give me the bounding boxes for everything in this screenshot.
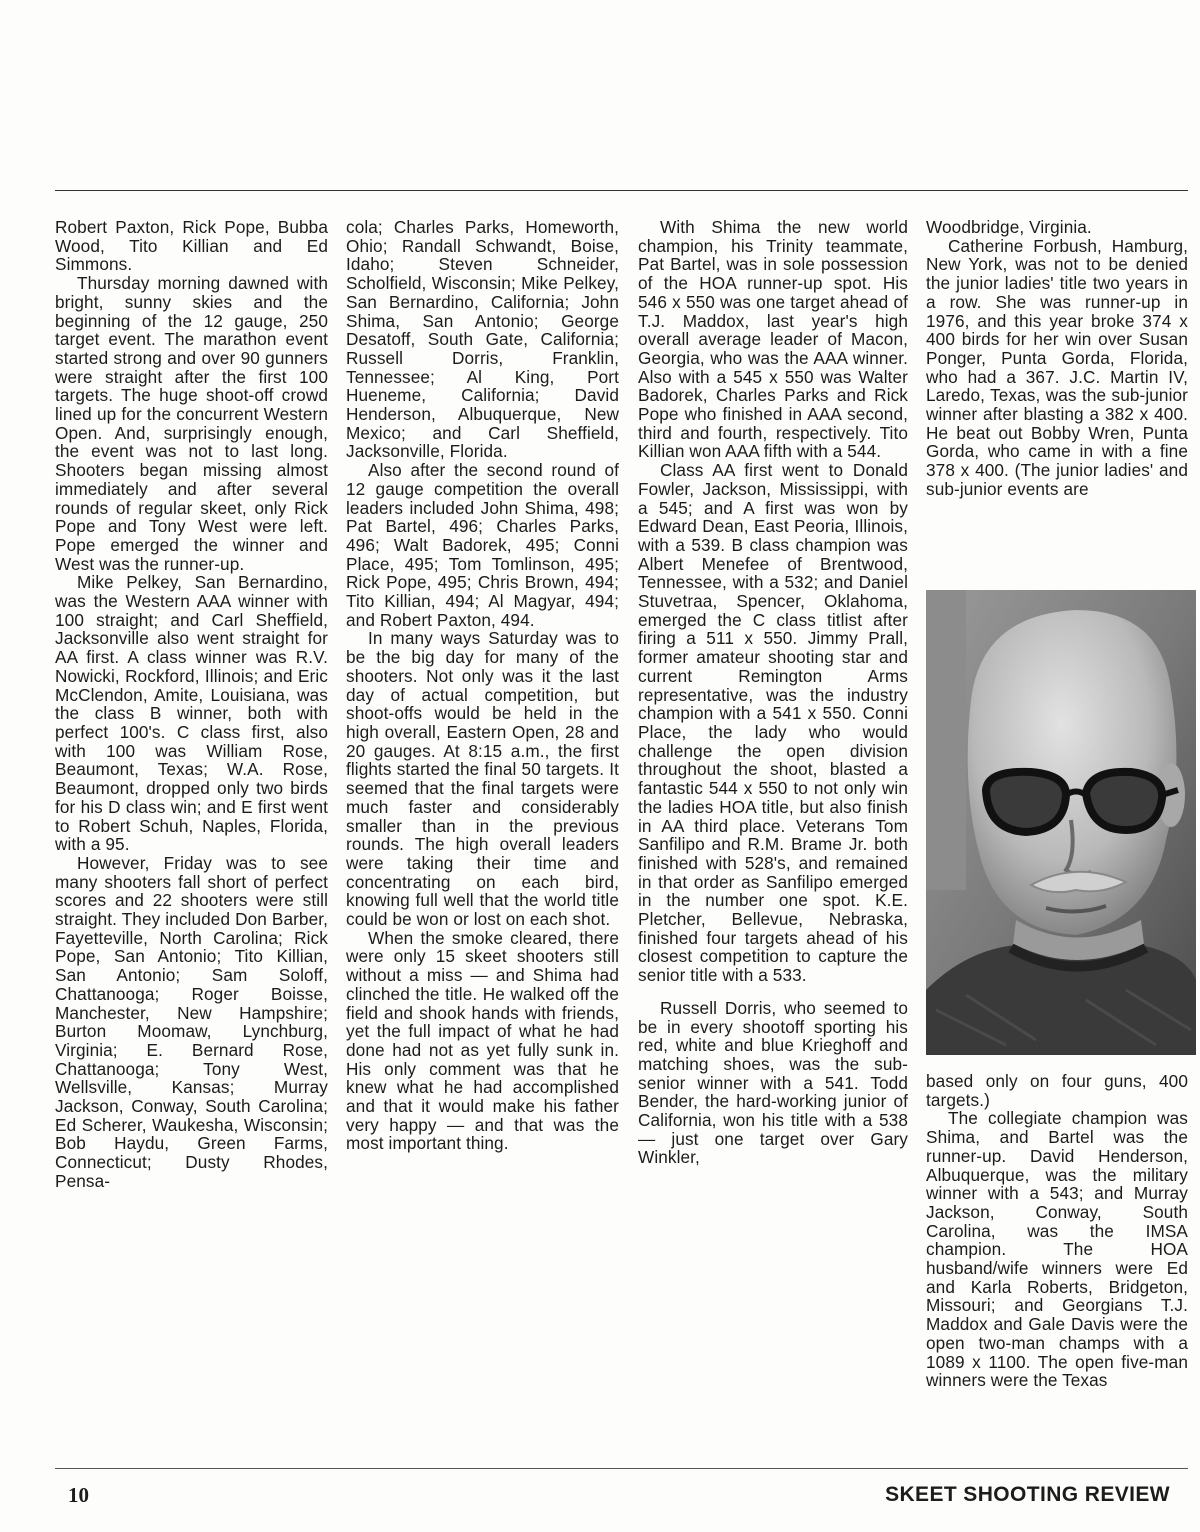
article-column-2: [346, 218, 619, 1153]
magazine-title: SKEET SHOOTING REVIEW: [885, 1483, 1170, 1506]
portrait-illustration: [926, 590, 1196, 1055]
paragraph: Also after the second round of 12 gauge competition the overall leaders included John Shima, 498; Pat Bartel, 496; Charles Parks, 496; Walt Badorek, 495; Conni Place, 495; Tom Tomlinson, 495; Rick Pope, 495; Chris Brown, 494; Tito Killian, 494; Al Magyar, 494; and Robert Paxton, 494.: [346, 460, 619, 630]
bottom-rule: [55, 1468, 1188, 1469]
paragraph: Catherine Forbush, Hamburg, New York, was not to be denied the junior ladies' title two years in a row. She was runner-up in 1976, and this year broke 374 x 400 birds for her win over Susan Ponger, Punta Gorda, Florida, who had a 367. J.C. Martin IV, Laredo, Texas, was the sub-junior winner after blasting a 382 x 400. He beat out Bobby Wren, Punta Gorda, who came in with a fine 378 x 400. (The junior ladies' and sub-junior events are: [926, 235, 1188, 499]
paragraph: Robert Paxton, Rick Pope, Bubba Wood, Tito Killian and Ed Simmons.: [55, 217, 328, 275]
article-column-4-continued: [926, 1072, 1188, 1390]
article-column-4: [926, 218, 1188, 499]
paragraph: Mike Pelkey, San Bernardino, was the Western AAA winner with 100 straight; and Carl Sheffield, Jacksonville also went straight for AA first. A class winner was R.V. Nowicki, Rockford, Illinois; and Eric McClendon, Amite, Louisiana, was the class B winner, both with perfect 100's. C class first, also with 100 was William Rose, Beaumont, Texas; W.A. Rose, Beaumont, dropped only two birds for his D class win; and E first went to Robert Schuh, Naples, Florida, with a 95.: [55, 572, 328, 855]
paragraph: In many ways Saturday was to be the big day for many of the shooters. Not only was it the last day of actual competition, but shoot-offs would be held in the high overall, Eastern Open, 28 and 20 gauges. At 8:15 a.m., the first flights started the final 50 targets. It seemed that the final targets were much faster and considerably smaller than in the previous rounds. The high overall leaders were taking their time and concentrating on each bird, knowing full well that the world title could be won or lost on each shot.: [346, 628, 619, 930]
article-column-3: [638, 218, 908, 1167]
article-column-1: [55, 218, 328, 1191]
page-number: 10: [68, 1483, 89, 1507]
paragraph: The collegiate champion was Shima, and Bartel was the runner-up. David Henderson, Albuquerque, was the military winner with a 543; and Murray Jackson, Conway, South Carolina, was the IMSA champion. The HOA husband/wife winners were Ed and Karla Roberts, Bridgeton, Missouri; and Georgians T.J. Maddox and Gale Davis were the open two-man champs with a 1089 x 1100. The open five-man winners were the Texas: [926, 1108, 1188, 1391]
portrait-photo: [926, 590, 1196, 1055]
top-rule: [55, 190, 1188, 191]
paragraph: based only on four guns, 400 targets.): [926, 1071, 1188, 1110]
paragraph: Russell Dorris, who seemed to be in every shootoff sporting his red, white and blue Krieghoff and matching shoes, was the sub-senior winner with a 541. Todd Bender, the hard-working junior of California, won his title with a 538 — just one target over Gary Winkler,: [638, 997, 908, 1168]
paragraph: Class AA first went to Donald Fowler, Jackson, Mississippi, with a 545; and A first was won by Edward Dean, East Peoria, Illinois, with a 539. B class champion was Albert Menefee of Brentwood, Tennessee, with a 532; and Daniel Stuvetraa, Spencer, Oklahoma, emerged the C class titlist after firing a 511 x 550. Jimmy Prall, former amateur shooting star and current Remington Arms representative, was the industry champion with a 541 x 550. Conni Place, the lady who would challenge the open division throughout the shoot, blasted a fantastic 544 x 550 to not only win the ladies HOA title, but also finish in AA third place. Veterans Tom Sanfilipo and R.M. Brame Jr. both finished with 528's, and remained in that order as Sanfilipo emerged in the number one spot. K.E. Pletcher, Bellevue, Nebraska, finished four targets ahead of his closest competition to capture the senior title with a 533.: [638, 460, 908, 986]
paragraph: Woodbridge, Virginia.: [926, 217, 1092, 237]
paragraph: cola; Charles Parks, Homeworth, Ohio; Randall Schwandt, Boise, Idaho; Steven Schneider, Scholfield, Wisconsin; Mike Pelkey, San Bernardino, California; John Shima, San Antonio; George Desatoff, South Gate, California; Russell Dorris, Franklin, Tennessee; Al King, Port Hueneme, California; David Henderson, Albuquerque, New Mexico; and Carl Sheffield, Jacksonville, Florida.: [346, 217, 619, 462]
paragraph: With Shima the new world champion, his Trinity teammate, Pat Bartel, was in sole possession of the HOA runner-up spot. His 546 x 550 was one target ahead of T.J. Maddox, last year's high overall average leader of Macon, Georgia, who was the AAA winner. Also with a 545 x 550 was Walter Badorek, Charles Parks and Rick Pope who finished in AAA second, third and fourth, respectively. Tito Killian won AAA fifth with a 544.: [638, 217, 908, 462]
paragraph: However, Friday was to see many shooters fall short of perfect scores and 22 shooters were still straight. They included Don Barber, Fayetteville, North Carolina; Rick Pope, San Antonio; Tito Killian, San Antonio; Sam Soloff, Chattanooga; Roger Boisse, Manchester, New Hampshire; Burton Moomaw, Lynchburg, Virginia; E. Bernard Rose, Chattanooga; Tony West, Wellsville, Kansas; Murray Jackson, Conway, South Carolina; Ed Scherer, Waukesha, Wisconsin; Bob Haydu, Green Farms, Connecticut; Dusty Rhodes, Pensa-: [55, 852, 328, 1191]
paragraph: When the smoke cleared, there were only 15 skeet shooters still without a miss — and Shima had clinched the title. He walked off the field and shook hands with friends, yet the full impact of what he had done had not as yet fully sunk in. His only comment was that he knew what he had accomplished and that it would make his father very happy — and that was the most important thing.: [346, 927, 619, 1154]
paragraph: Thursday morning dawned with bright, sunny skies and the beginning of the 12 gauge, 250 target event. The marathon event started strong and over 90 gunners were straight after the first 100 targets. The huge shoot-off crowd lined up for the concurrent Western Open. And, surprisingly enough, the event was not to last long. Shooters began missing almost immediately and after several rounds of regular skeet, only Rick Pope and Tony West were left. Pope emerged the winner and West was the runner-up.: [55, 273, 328, 574]
